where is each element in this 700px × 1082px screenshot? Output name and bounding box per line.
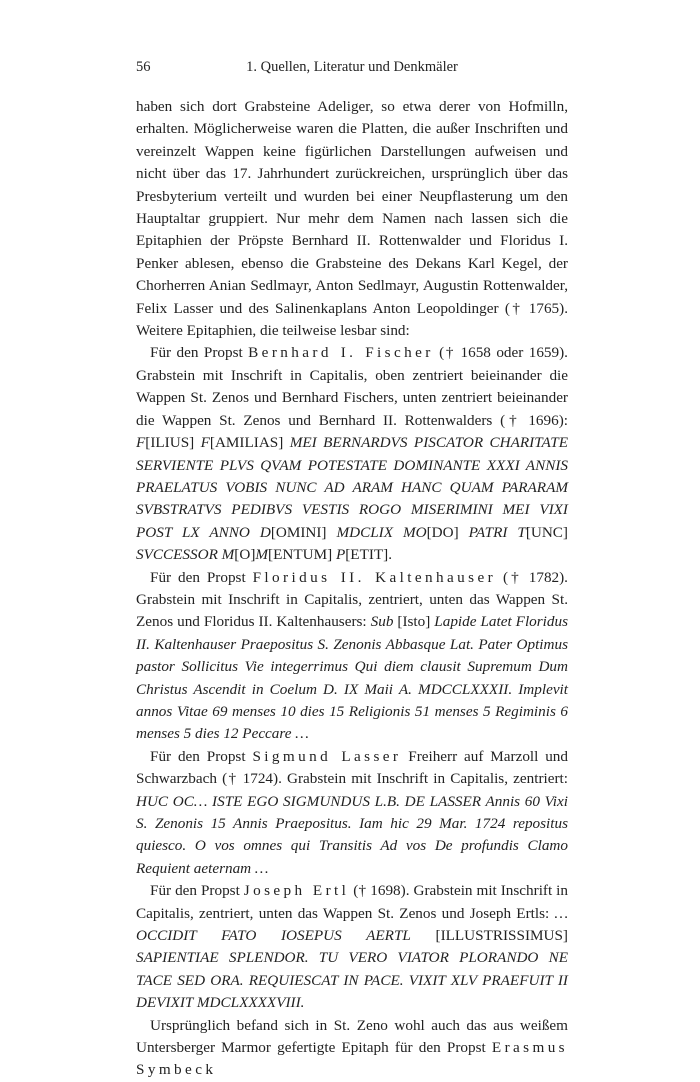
inscription-run: PATRI T — [468, 523, 526, 541]
inscription-run: MEI BERNARDVS PISCATOR CHARITATE SERVIENTE PLVS QVAM POTESTATE DOMINANTE XXXI ANNIS PRAELATUS VOBIS NUNC AD ARAM HANC QUAM PARARAM SVBSTRATVS PEDIBVS VESTIS ROGO MISERIMINI MEI VIXI POST LX ANNO D — [136, 434, 568, 541]
inscription-run: SAPIENTIAE SPLENDOR. TU VERO VIATOR PLORANDO NE TACE SED ORA. REQUIESCAT IN PACE. VIXIT XLV PRAEFUIT II DEVIXIT MDCLXXXXVIII. — [136, 949, 568, 1012]
inscription-run: F — [200, 434, 210, 452]
text-run: Für den Propst — [150, 882, 244, 900]
text-run: Freiherr auf Marzoll und Schwarzbach († 1724). Grabstein mit Inschrift in Capitalis, zentriert: — [136, 747, 568, 788]
editorial-run: [ETIT]. — [345, 546, 393, 564]
spaced-name: Floridus II. Kaltenhauser — [252, 568, 497, 586]
page-number: 56 — [136, 59, 151, 75]
editorial-run: [O] — [234, 546, 256, 564]
editorial-run: [ILLUSTRISSIMUS] — [410, 927, 568, 945]
body-text — [136, 96, 568, 1082]
inscription-run: … OCCIDIT FATO IOSEPUS AERTL — [136, 904, 568, 945]
paragraph-floridus-kaltenhauser — [136, 567, 568, 746]
inscription-run: Sub — [370, 613, 394, 631]
editorial-run: [ENTUM] — [268, 546, 336, 564]
spaced-name: Bernhard I. Fischer — [248, 344, 434, 362]
editorial-run: [Isto] — [393, 613, 435, 631]
text-run: Für den Propst — [150, 568, 253, 586]
paragraph-joseph-ertl — [136, 880, 568, 1014]
editorial-run: [ILIUS] — [145, 434, 201, 452]
paragraph-intro: haben sich dort Grabsteine Adeliger, so etwa derer von Hofmilln, erhalten. Möglicherweise waren die Platten, die außer Inschriften und vereinzelt Wappen keine figürlichen Darstellungen aufweisen und nicht über das 17. Jahrhundert zurückreichen, ursprünglich über das Presbyterium verteilt und wurden bei einer Neupflasterung um den Hauptaltar gruppiert. Nur mehr dem Namen nach lassen sich die Epitaphien der Pröpste Bernhard II. Rottenwalder und Floridus I. Penker ablesen, ebenso die Grabsteine des Dekans Karl Kegel, der Chorherren Anian Sedlmayr, Anton Sedlmayr, Augustin Rottenwalder, Felix Lasser und des Salinenkaplans Anton Leopoldinger († 1765). Weitere Epitaphien, die teilweise lesbar sind: — [136, 98, 568, 340]
editorial-run: [DO] — [426, 523, 469, 541]
text-run: Für den Propst — [150, 344, 249, 362]
inscription-run: P — [335, 546, 346, 564]
spaced-name: Erasmus Symbeck — [136, 1039, 568, 1079]
editorial-run: [AMILIAS] — [209, 434, 290, 452]
text-run: Ursprünglich befand sich in St. Zeno wohl auch das aus weißem Untersberger Marmor gefertigte Epitaph für den Propst — [136, 1016, 568, 1057]
inscription-run: Lapide Latet Floridus II. Kaltenhauser Praepositus S. Zenonis Abbasque Lat. Pater Optimus pastor Sollicitus Vie integerrimus Qui diem clausit Supremum Dum Christus Ascendit in Coelum D. IX Maii A. MDCCLXXXII. Implevit annos Vitae 69 menses 10 dies 15 Religionis 51 menses 5 Regiminis 6 menses 5 dies 12 Peccare … — [136, 613, 568, 743]
paragraph-sigmund-lasser — [136, 746, 568, 880]
text-run: († 1782). Grabstein mit Inschrift in Capitalis, zentriert, unten das Wappen St. Zenos und Floridus II. Kaltenhausers: — [136, 568, 568, 631]
paragraph-erasmus-symbeck — [136, 1015, 568, 1082]
spaced-name: Joseph Ertl — [243, 882, 350, 900]
spaced-name: Sigmund Lasser — [252, 747, 402, 765]
running-header — [136, 59, 568, 81]
inscription-run: HUC OC… ISTE EGO SIGMUNDUS L.B. DE LASSER Annis 60 Vixi S. Zenonis 15 Annis Praepositus. Iam hic 29 Mar. 1724 repositus quiesco. O vos omnes qui Transitis Ad vos De profundis Clamo Requient aeternam … — [136, 792, 568, 877]
inscription-run: SVCCESSOR M — [136, 546, 235, 564]
paragraph-bernhard-fischer — [136, 342, 568, 566]
inscription-run: MDCLIX MO — [336, 523, 427, 541]
running-title: 1. Quellen, Literatur und Denkmäler — [246, 59, 458, 75]
editorial-run: [UNC] — [525, 523, 568, 541]
text-run: († 1658 oder 1659). Grabstein mit Inschrift in Capitalis, oben zentriert beieinander die Wappen St. Zenos und Bernhard Fischers, unten zentriert beieinander die Wappen St. Zenos und Bernhard II. Rottenwalders († 1696): — [136, 344, 568, 429]
editorial-run: [OMINI] — [270, 523, 337, 541]
text-run: († 1698). Grabstein mit Inschrift in Capitalis, zentriert, unten das Wappen St. Zenos und Joseph Ertls: — [136, 882, 568, 922]
text-run: Für den Propst — [150, 747, 253, 765]
inscription-run: M — [255, 546, 269, 564]
inscription-run: F — [136, 434, 146, 452]
